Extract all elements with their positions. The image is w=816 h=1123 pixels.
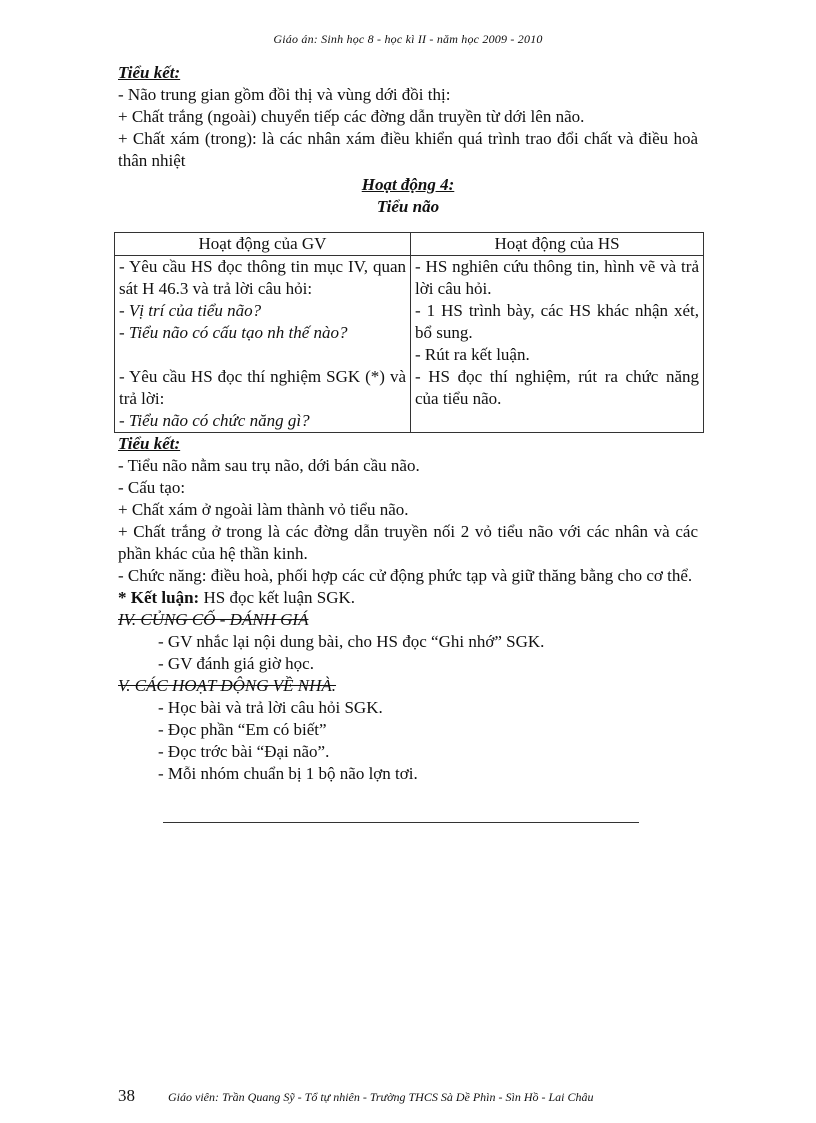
teacher-instruction: - Yêu cầu HS đọc thông tin mục IV, quan sát H 46.3 và trả lời câu hỏi:: [119, 257, 406, 298]
teacher-question: - Vị trí của tiểu não?: [119, 301, 262, 320]
section-5-item: - Đọc trớc bài “Đại não”.: [158, 742, 330, 761]
page-header: Giáo án: Sinh học 8 - học kì II - năm học 2009 - 2010: [273, 32, 543, 46]
summary-line: + Chất xám ở ngoài làm thành vỏ tiểu não.: [118, 500, 409, 519]
summary-line: - Cấu tạo:: [118, 478, 186, 497]
summary-line: - Tiểu não nằm sau trụ não, dới bán cầu não.: [118, 456, 420, 475]
document-body: [118, 62, 698, 785]
conclusion-text: HS đọc kết luận SGK.: [199, 588, 356, 607]
summary-line: + Chất trắng (ngoài) chuyển tiếp các đờng dẫn truyền từ dới lên não.: [118, 107, 585, 126]
summary-line: + Chất xám (trong): là các nhân xám điều khiển quá trình trao đổi chất và điều hoà thân nhiệt: [118, 129, 698, 170]
student-activity: - HS nghiên cứu thông tin, hình vẽ và trả lời câu hỏi.: [415, 257, 699, 298]
student-activity: - 1 HS trình bày, các HS khác nhận xét, bổ sung.: [415, 301, 699, 342]
summary-line: + Chất trắng ở trong là các đờng dẫn truyền nối 2 vỏ tiểu não với các nhân và các phần khác của hệ thần kinh.: [118, 522, 698, 563]
section-4-item: - GV đánh giá giờ học.: [158, 654, 314, 673]
activity-title: Hoạt động 4:: [361, 175, 455, 194]
summary-line: - Não trung gian gồm đồi thị và vùng dới đồi thị:: [118, 85, 451, 104]
teacher-question: - Tiểu não có cấu tạo nh thế nào?: [119, 323, 348, 342]
section-4-title: IV. CỦNG CỐ - ĐÁNH GIÁ: [118, 610, 309, 629]
teacher-column-header: Hoạt động của GV: [115, 233, 411, 256]
activity-table: [114, 232, 704, 433]
summary-label: Tiểu kết:: [118, 63, 181, 82]
teacher-question: - Tiểu não có chức năng gì?: [119, 411, 310, 430]
student-activities: [411, 256, 704, 433]
end-rule: [163, 822, 639, 823]
student-activity: - HS đọc thí nghiệm, rút ra chức năng của tiểu não.: [415, 367, 699, 408]
footer-text: Giáo viên: Trần Quang Sỹ - Tổ tự nhiên - Trường THCS Sà Dề Phìn - Sìn Hồ - Lai Châu: [168, 1090, 594, 1104]
page-number: 38: [118, 1086, 135, 1105]
student-activity: - Rút ra kết luận.: [415, 345, 530, 364]
conclusion-label: * Kết luận:: [118, 588, 200, 607]
conclusion: [118, 587, 698, 609]
summary-label: Tiểu kết:: [118, 434, 181, 453]
teacher-activities: [115, 256, 411, 433]
student-column-header: Hoạt động của HS: [411, 233, 704, 256]
section-4-item: - GV nhắc lại nội dung bài, cho HS đọc “Ghi nhớ” SGK.: [158, 632, 545, 651]
activity-subtitle: Tiểu não: [376, 197, 440, 216]
summary-line: - Chức năng: điều hoà, phối hợp các cử động phức tạp và giữ thăng bằng cho cơ thể.: [118, 566, 693, 585]
section-5-item: - Học bài và trả lời câu hỏi SGK.: [158, 698, 383, 717]
section-5-item: - Mỗi nhóm chuẩn bị 1 bộ não lợn tơi.: [158, 764, 418, 783]
section-5-item: - Đọc phần “Em có biết”: [158, 720, 327, 739]
section-5-title: V. CÁC HOẠT ĐỘNG VỀ NHÀ.: [118, 676, 337, 695]
page-footer: [118, 1086, 718, 1106]
teacher-instruction: - Yêu cầu HS đọc thí nghiệm SGK (*) và trả lời:: [119, 367, 406, 408]
